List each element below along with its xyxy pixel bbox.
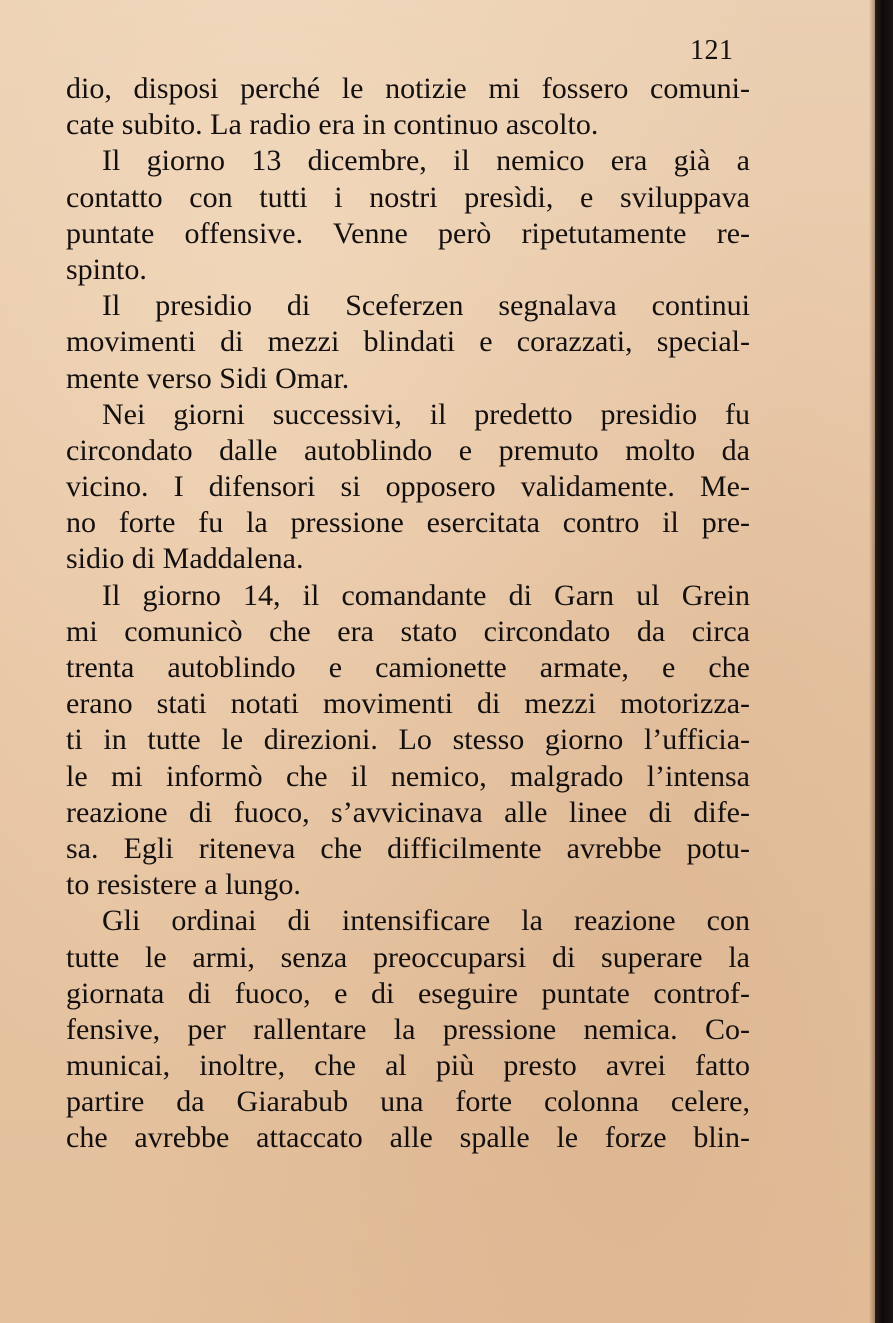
page-number: 121 xyxy=(690,35,734,66)
text-line: municai, inoltre, che al più presto avrei fatto xyxy=(66,1049,750,1083)
text-line: partire da Giarabub una forte colonna celere, xyxy=(66,1085,750,1119)
body-text xyxy=(66,71,750,1157)
text-line: no forte fu la pressione esercitata contro il pre- xyxy=(66,506,750,540)
text-line: ti in tutte le direzioni. Lo stesso giorno l’ufficia- xyxy=(66,723,750,757)
text-line: sa. Egli riteneva che difficilmente avrebbe potu- xyxy=(66,831,750,865)
text-line: trenta autoblindo e camionette armate, e che xyxy=(66,651,750,684)
text-line: spinto. xyxy=(66,252,147,286)
paragraph-first-line: Il presidio di Sceferzen segnalava continui xyxy=(102,289,750,323)
text-line: le mi informò che il nemico, malgrado l’intensa xyxy=(66,759,750,793)
text-line: to resistere a lungo. xyxy=(66,868,301,902)
text-line: circondato dalle autoblindo e premuto molto da xyxy=(66,433,750,467)
text-line: contatto con tutti i nostri presìdi, e sviluppava xyxy=(66,180,750,214)
text-line: tutte le armi, senza preoccuparsi di superare la xyxy=(66,940,750,974)
text-line: cate subito. La radio era in continuo ascolto. xyxy=(66,108,599,142)
text-line: che avrebbe attaccato alle spalle le forze blin- xyxy=(66,1121,750,1155)
paragraph-first-line: Nei giorni successivi, il predetto presidio fu xyxy=(102,397,750,431)
text-line: mi comunicò che era stato circondato da circa xyxy=(66,614,750,648)
text-line: movimenti di mezzi blindati e corazzati, special- xyxy=(66,325,750,359)
text-line: reazione di fuoco, s’avvicinava alle linee di dife- xyxy=(66,795,750,829)
text-line: fensive, per rallentare la pressione nemica. Co- xyxy=(66,1012,750,1046)
paragraph-first-line: Gli ordinai di intensificare la reazione con xyxy=(102,904,750,938)
book-spine xyxy=(875,0,893,1323)
text-line: dio, disposi perché le notizie mi fossero comuni- xyxy=(66,72,750,105)
text-line: giornata di fuoco, e di eseguire puntate controf- xyxy=(66,976,750,1010)
text-line: mente verso Sidi Omar. xyxy=(66,361,350,395)
text-line: erano stati notati movimenti di mezzi motorizza- xyxy=(66,687,750,721)
paragraph-first-line: Il giorno 14, il comandante di Garn ul Grein xyxy=(102,578,750,612)
paragraph-first-line: Il giorno 13 dicembre, il nemico era già a xyxy=(102,144,750,178)
text-line: sidio di Maddalena. xyxy=(66,542,304,576)
text-line: puntate offensive. Venne però ripetutamente re- xyxy=(66,216,750,250)
text-line: vicino. I difensori si opposero validamente. Me- xyxy=(66,470,750,504)
